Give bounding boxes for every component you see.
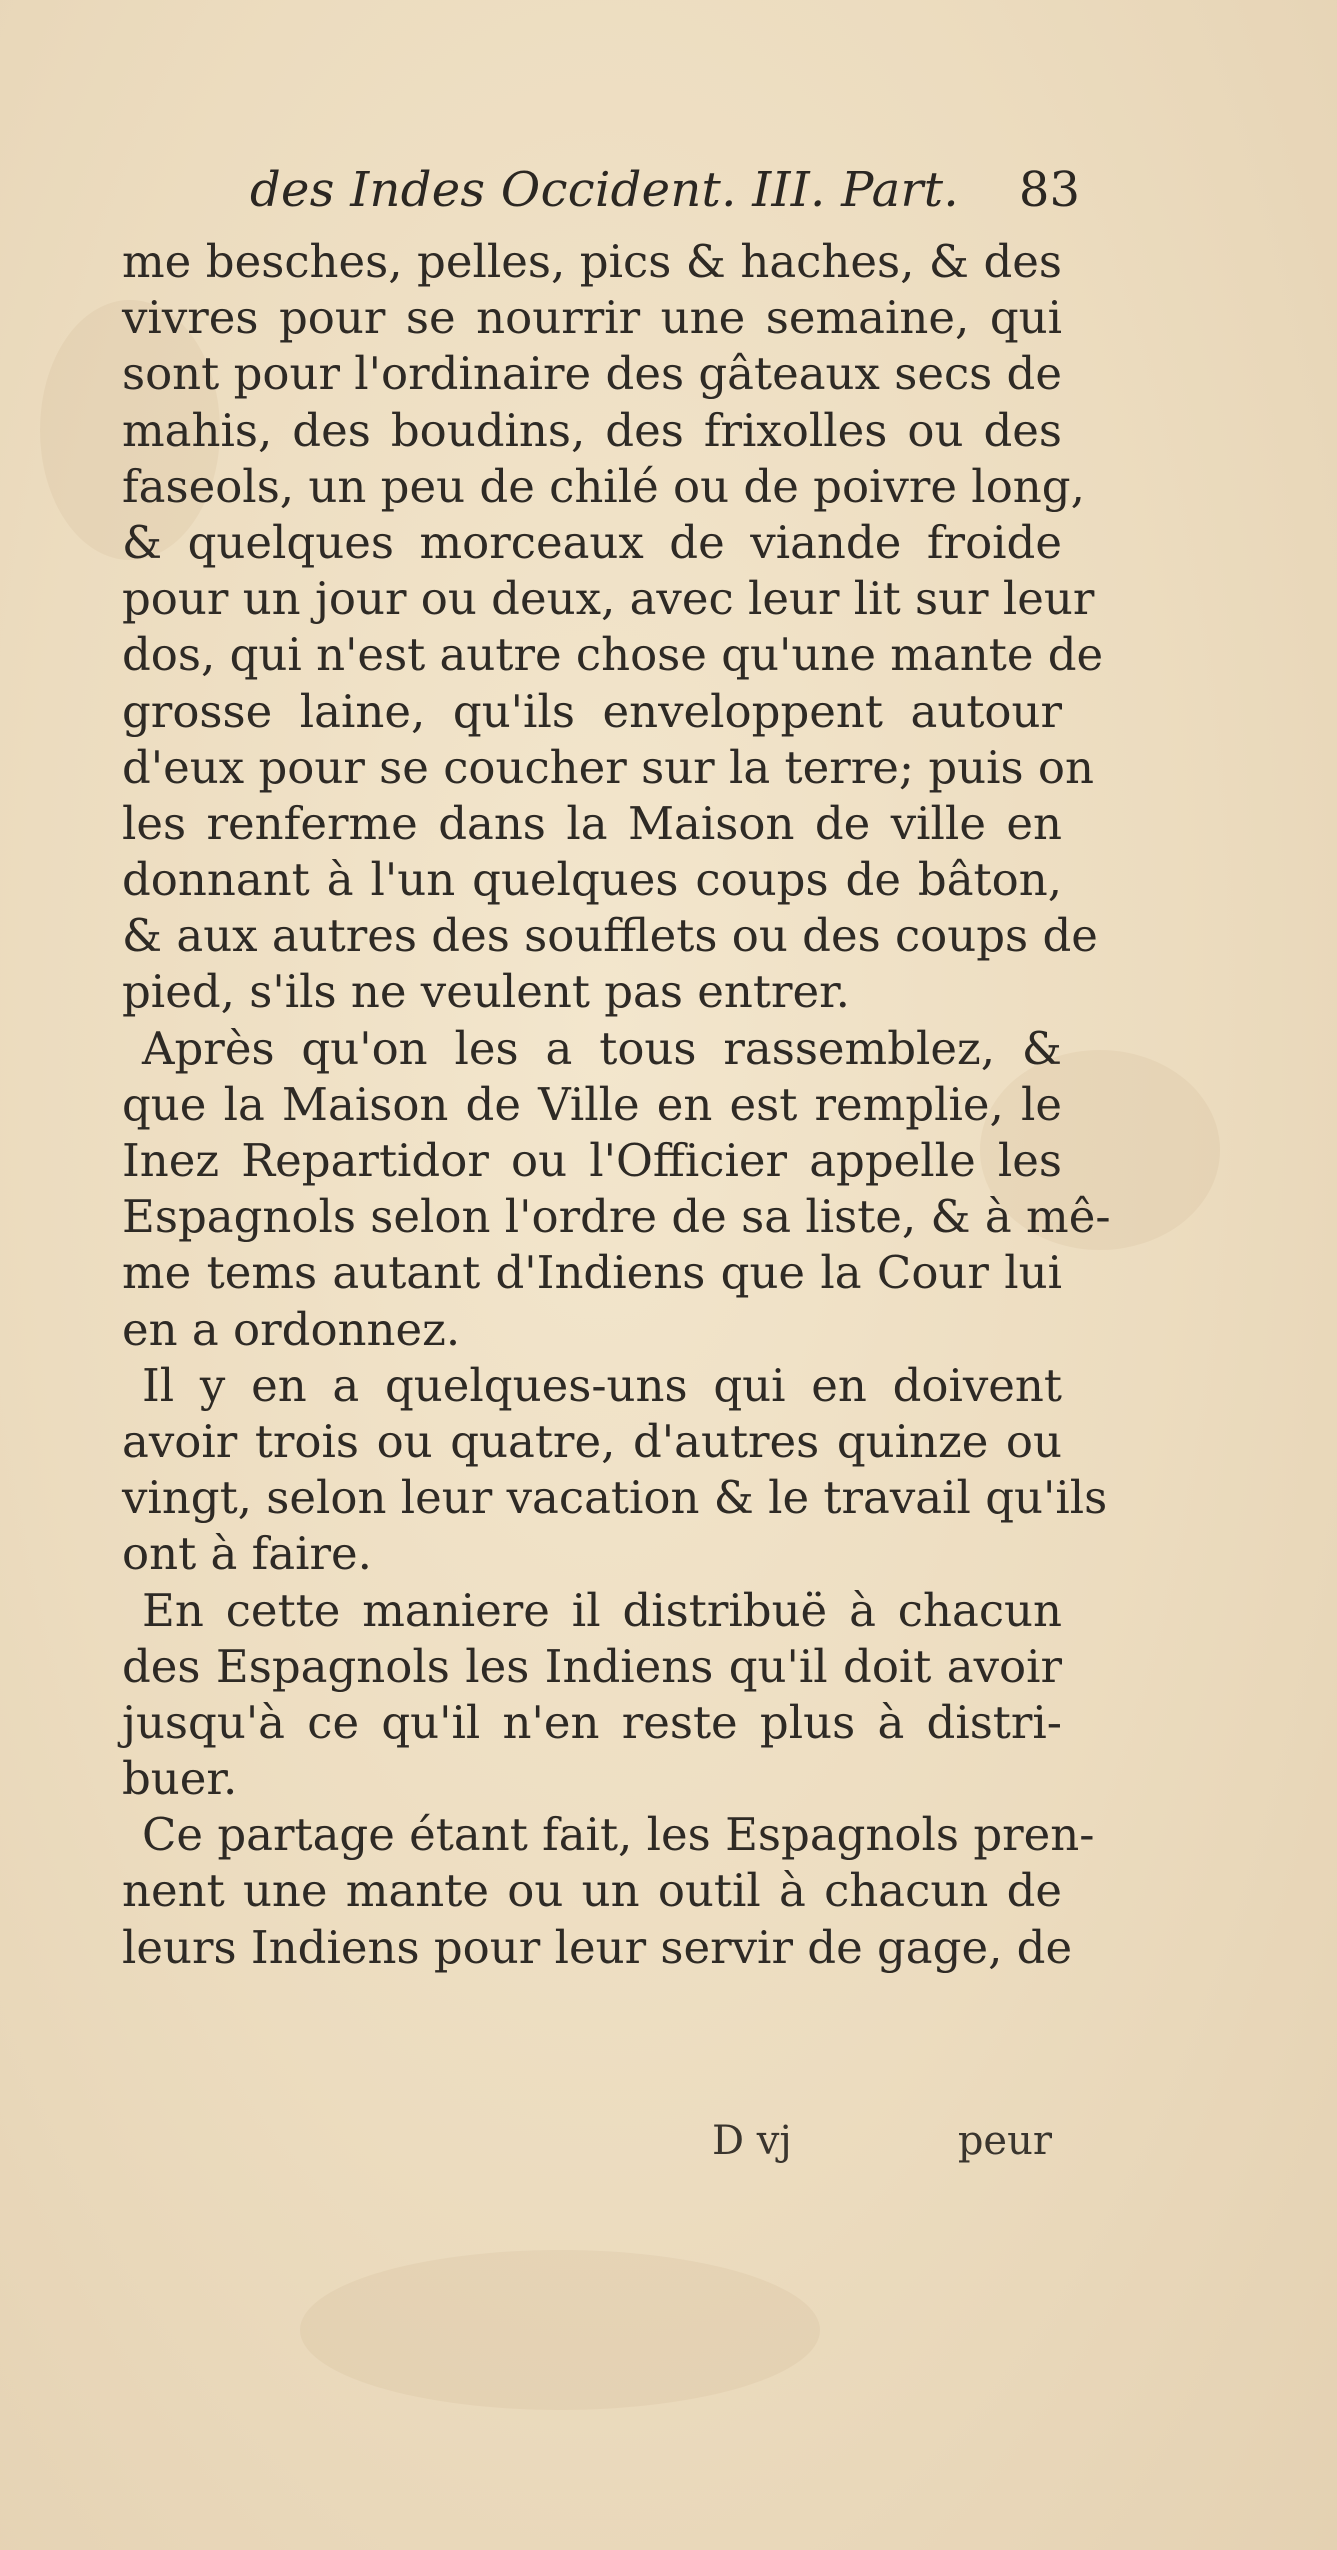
text-line: ont à faire. bbox=[122, 1527, 372, 1581]
text-line: me besches, pelles, pics & haches, & des bbox=[122, 235, 1062, 288]
text-line: me tems autant d'Indiens que la Cour lui bbox=[122, 1246, 1062, 1300]
text-line: buer. bbox=[122, 1752, 238, 1806]
signature-mark: D vj bbox=[712, 2118, 792, 2164]
text-line: leurs Indiens pour leur servir de gage, de bbox=[122, 1920, 1073, 1974]
text-line: nent une mante ou un outil à chacun de bbox=[122, 1864, 1062, 1918]
text-line: dos, qui n'est autre chose qu'une mante de bbox=[122, 628, 1104, 682]
text-line: jusqu'à ce qu'il n'en reste plus à distri- bbox=[122, 1695, 1062, 1749]
text-line: vivres pour se nourrir une semaine, qui bbox=[122, 291, 1062, 345]
paragraph-first-line: En cette maniere il distribuë à chacun bbox=[142, 1583, 1062, 1637]
text-line: Espagnols selon l'ordre de sa liste, & à mê- bbox=[122, 1190, 1111, 1244]
paper-stain bbox=[300, 2250, 820, 2410]
text-line: grosse laine, qu'ils enveloppent autour bbox=[122, 684, 1062, 738]
running-head: des Indes Occident. III. Part. bbox=[250, 162, 959, 218]
page-number: 83 bbox=[1018, 162, 1080, 218]
text-line: vingt, selon leur vacation & le travail qu'ils bbox=[122, 1471, 1108, 1525]
text-line: sont pour l'ordinaire des gâteaux secs de bbox=[122, 347, 1062, 401]
text-line: les renferme dans la Maison de ville en bbox=[122, 796, 1062, 850]
catchword: peur bbox=[957, 2118, 1052, 2164]
text-line: donnant à l'un quelques coups de bâton, bbox=[122, 853, 1062, 907]
paragraph-first-line: Après qu'on les a tous rassemblez, & bbox=[142, 1021, 1062, 1075]
text-line: & quelques morceaux de viande froide bbox=[122, 515, 1062, 569]
text-line: d'eux pour se coucher sur la terre; puis on bbox=[122, 740, 1095, 794]
text-line: pour un jour ou deux, avec leur lit sur leur bbox=[122, 572, 1095, 626]
page-header bbox=[250, 162, 1080, 232]
text-line: mahis, des boudins, des frixolles ou des bbox=[122, 403, 1062, 457]
text-line: faseols, un peu de chilé ou de poivre long, bbox=[122, 459, 1085, 513]
text-line: avoir trois ou quatre, d'autres quinze ou bbox=[122, 1414, 1062, 1468]
text-line: Inez Repartidor ou l'Officier appelle les bbox=[122, 1134, 1062, 1187]
text-line: & aux autres des soufflets ou des coups de bbox=[122, 909, 1098, 963]
text-line: pied, s'ils ne veulent pas entrer. bbox=[122, 965, 850, 1019]
paragraph-first-line: Il y en a quelques-uns qui en doivent bbox=[142, 1358, 1062, 1412]
paragraph-first-line: Ce partage étant fait, les Espagnols pren- bbox=[142, 1808, 1095, 1862]
text-line: des Espagnols les Indiens qu'il doit avoir bbox=[122, 1639, 1062, 1693]
body-text bbox=[122, 234, 1111, 1976]
text-line: en a ordonnez. bbox=[122, 1302, 461, 1356]
page-footer bbox=[700, 2118, 1060, 2178]
text-line: que la Maison de Ville en est remplie, le bbox=[122, 1077, 1062, 1131]
